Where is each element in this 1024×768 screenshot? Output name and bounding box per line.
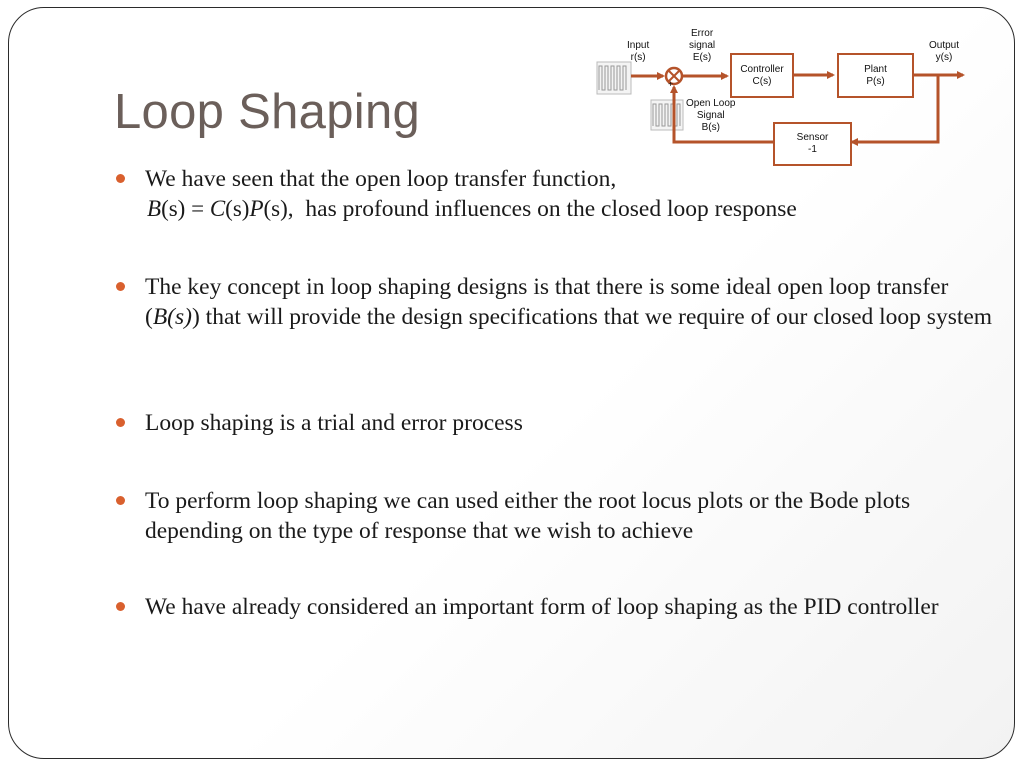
bullet-text: Loop shaping is a trial and error process [145,410,523,436]
bullet-text: The key concept in loop shaping designs is that there is some ideal open loop transfer ( [145,274,949,330]
bullet-marker [116,174,125,183]
error-signal-label: Error signal E(s) [689,28,716,63]
plant-block: Plant P(s) [837,53,914,98]
bullet-item [116,592,995,622]
bullet-item [116,408,995,438]
bullet-text: We have seen that the open loop transfer function, [145,166,617,192]
input-label: Input r(s) [627,40,650,63]
bullet-marker [116,496,125,505]
open-loop-signal-icon [651,100,683,130]
bullet-item [116,164,995,224]
bullet-text: ) that will provide the design specifications that we require of our closed loop system [191,304,993,330]
input-signal-icon [597,62,631,94]
bullet-marker [116,418,125,427]
transfer-function-formula: B(s) = C(s)P(s), [147,196,294,221]
bullet-item [116,486,995,546]
sensor-block: Sensor -1 [773,122,852,166]
open-loop-signal-label: Open Loop Signal B(s) [686,98,736,133]
output-label: Output y(s) [929,40,960,63]
bullet-text: To perform loop shaping we can used either the root locus plots or the Bode plots depending on the type of response that we wish to achieve [145,488,911,544]
plus-sign: + [668,79,674,89]
bullet-marker [116,602,125,611]
slide-title: Loop Shaping [114,85,421,139]
bullet-marker [116,282,125,291]
bullet-text: has profound influences on the closed loop response [305,196,797,222]
block-diagram [590,22,980,177]
controller-block: Controller C(s) [730,53,794,98]
bullet-emphasis: B(s) [152,304,192,330]
bullet-item [116,272,995,332]
bullet-text: We have already considered an important form of loop shaping as the PID controller [145,594,939,620]
